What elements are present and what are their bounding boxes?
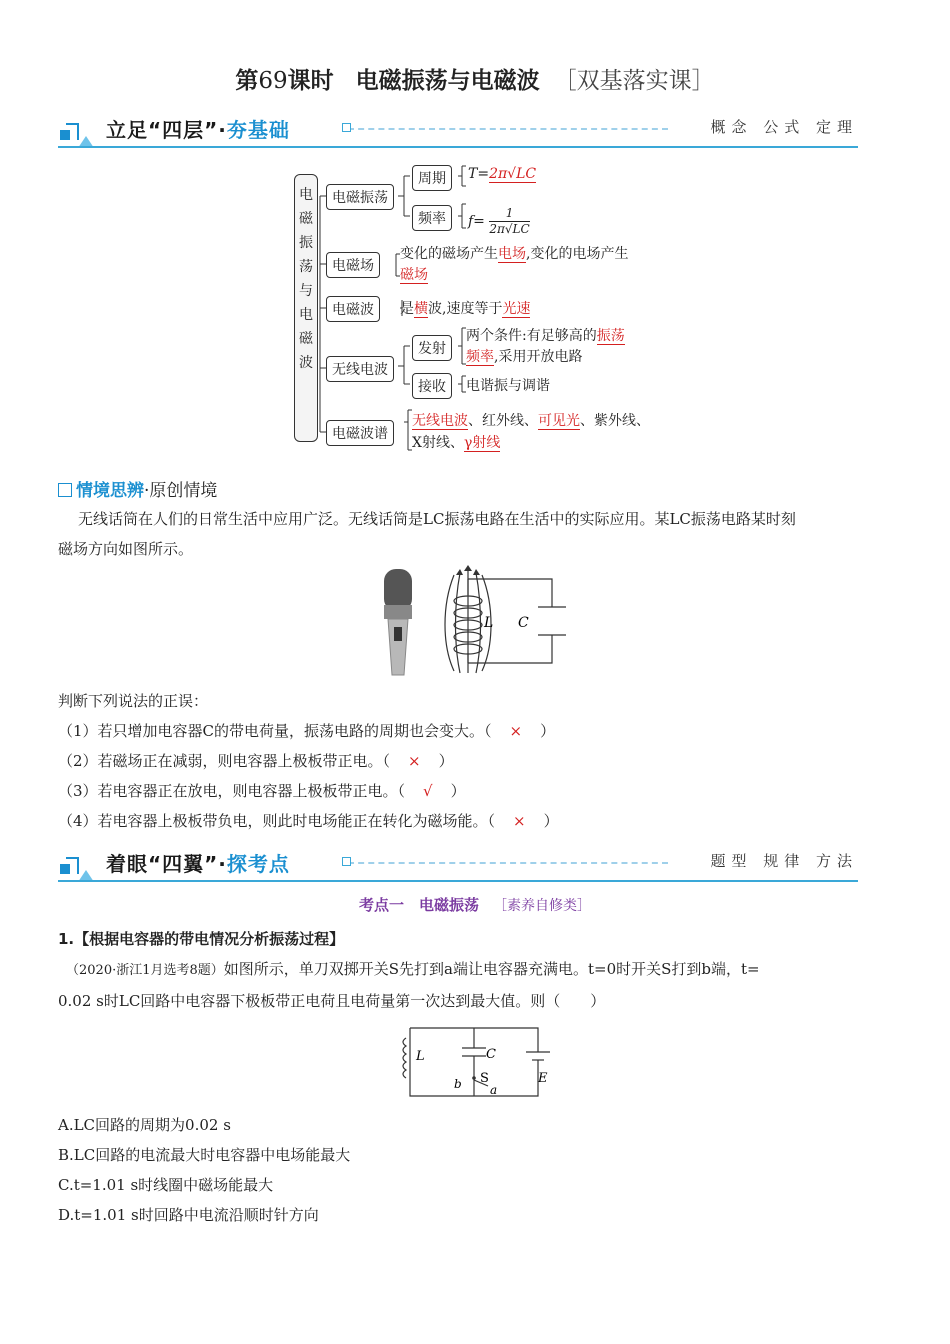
banner1-right: 概念 公式 定理 <box>702 116 858 137</box>
node-period: 周期 <box>412 165 452 191</box>
checkbox-icon <box>58 483 72 497</box>
mindmap <box>290 160 710 460</box>
scene-paragraph <box>58 504 898 564</box>
node-spectrum: 电磁波谱 <box>326 420 394 446</box>
lc-circuit <box>445 571 566 673</box>
q1-line1: （2020·浙江1月选考8题）如图所示，单刀双掷开关S先打到a端让电容器充满电。t=0时开关S打到b端，t= <box>66 960 760 978</box>
node-emit: 发射 <box>412 335 452 361</box>
section-label: 考点一 电磁振荡 ［素养自修类］ <box>358 896 591 914</box>
q1-label-L: L <box>416 1049 425 1064</box>
q1-title: 1.【根据电容器的带电情况分析振荡过程】 <box>58 930 345 948</box>
q1-label-a: a <box>490 1083 498 1097</box>
judge-mark: √ <box>423 782 433 800</box>
section-banner-exam <box>58 846 858 886</box>
judge-mark: × <box>509 722 523 740</box>
label-L: L <box>484 615 494 631</box>
banner2-title: 着眼“四翼”·探考点 <box>106 852 290 876</box>
emit-text: 两个条件:有足够高的振荡 频率,采用开放电路 <box>466 328 625 365</box>
node-osc: 电磁振荡 <box>326 184 394 210</box>
question-1 <box>58 924 898 1016</box>
microphone-circuit-figure <box>380 565 580 680</box>
title-num: 69 <box>258 68 288 94</box>
title-tag: ［双基落实课］ <box>553 68 715 94</box>
title-mid: 课时 <box>287 68 334 94</box>
scene-para1: 无线话筒在人们的日常生活中应用广泛。无线话筒是LC振荡电路在生活中的实际应用。某LC振荡电路某时刻 <box>78 510 796 528</box>
period-formula: T=2π√LC <box>468 166 537 182</box>
judge-mark: × <box>513 812 526 830</box>
field-text: 变化的磁场产生电场,变化的电场产生 磁场 <box>400 246 629 283</box>
freq-formula: f= $\frac{1}{2\pi√LC}$ <box>468 206 530 236</box>
title-prefix: 第 <box>235 68 259 94</box>
scene-para2: 磁场方向如图所示。 <box>58 540 194 558</box>
judge-item: （2）若磁场正在减弱，则电容器上极板带正电。（ × ） <box>58 752 454 770</box>
banner2-right: 题型 规律 方法 <box>702 850 858 871</box>
wave-text: 是横波,速度等于光速 <box>400 301 531 317</box>
q1-options <box>58 1110 898 1230</box>
recv-text: 电谐振与调谐 <box>466 378 550 394</box>
banner1-title: 立足“四层”·夯基础 <box>106 118 290 142</box>
microphone-icon <box>384 569 412 675</box>
judge-item: （4）若电容器上极板带负电，则此时电场能正在转化为磁场能。（ × ） <box>58 812 559 830</box>
node-field: 电磁场 <box>326 252 380 278</box>
mindmap-root: 电磁振荡与电磁波 <box>294 174 318 442</box>
q1-option[interactable]: A.LC回路的周期为0.02 s <box>58 1116 231 1134</box>
q1-label-E: E <box>538 1071 548 1086</box>
node-wave: 电磁波 <box>326 296 380 322</box>
q1-label-C: C <box>486 1047 496 1062</box>
q1-option[interactable]: C.t=1.01 s时线圈中磁场能最大 <box>58 1176 274 1194</box>
q1-line2: 0.02 s时LC回路中电容器下极板带正电荷且电荷量第一次达到最大值。则（ ） <box>58 992 606 1010</box>
q1-label-S: S <box>480 1071 489 1086</box>
scene-heading: 情境思辨·原创情境 <box>58 476 217 501</box>
judge-item: （3）若电容器正在放电，则电容器上极板带正电。（ √ ） <box>58 782 466 800</box>
q1-option[interactable]: B.LC回路的电流最大时电容器中电场能最大 <box>58 1146 351 1164</box>
judge-heading: 判断下列说法的正误： <box>58 692 209 710</box>
q1-label-b: b <box>454 1077 462 1091</box>
q1-circuit-figure <box>398 1022 558 1102</box>
node-radio: 无线电波 <box>326 356 394 382</box>
spectrum-text: 无线电波、红外线、可见光、紫外线、 X射线、γ射线 <box>412 413 650 451</box>
title-topic: 电磁振荡与电磁波 <box>355 68 540 94</box>
judgement-list <box>58 686 898 836</box>
page-title <box>0 62 950 95</box>
judge-item: （1）若只增加电容器C的带电荷量，振荡电路的周期也会变大。（ × ） <box>58 722 556 740</box>
label-C: C <box>518 615 529 631</box>
section-banner-foundation <box>58 112 858 152</box>
node-recv: 接收 <box>412 373 452 399</box>
judge-mark: × <box>408 752 421 770</box>
q1-option[interactable]: D.t=1.01 s时回路中电流沿顺时针方向 <box>58 1206 319 1224</box>
node-freq: 频率 <box>412 205 452 231</box>
